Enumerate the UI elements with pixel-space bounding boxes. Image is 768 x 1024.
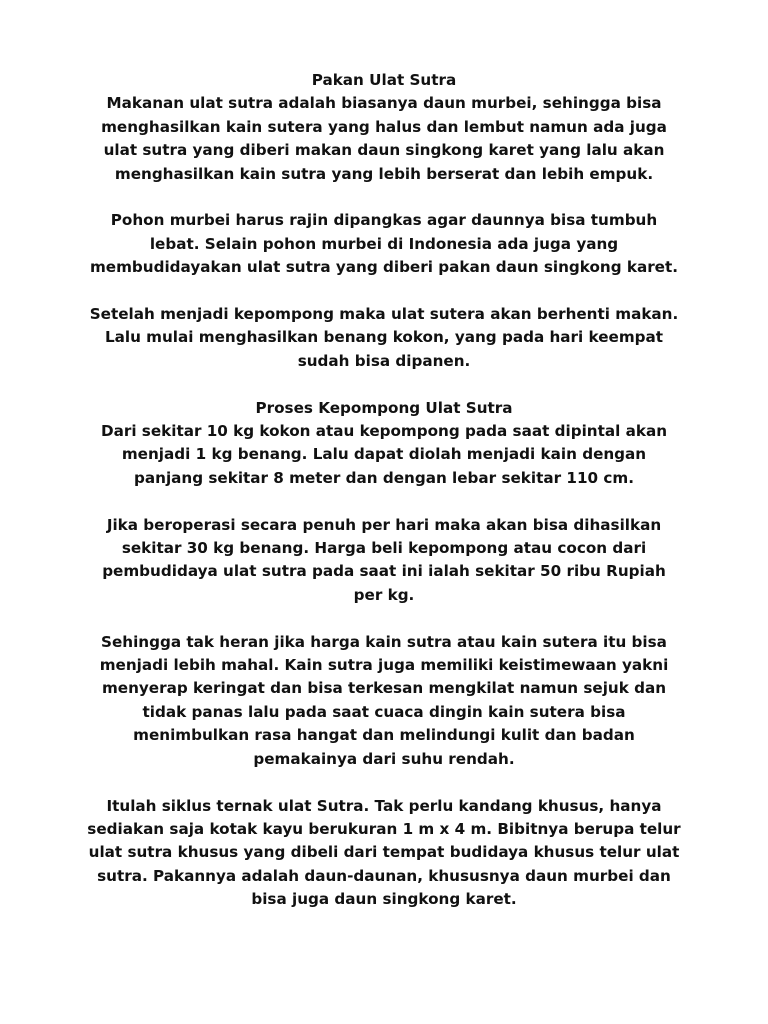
section-pakan-p2 bbox=[86, 209, 682, 279]
paragraph-spacer bbox=[86, 373, 682, 396]
paragraph: Pohon murbei harus rajin dipangkas agar daunnya bisa tumbuh lebat. Selain pohon murbei di Indonesia ada juga yang membudidayakan ulat sutra yang diberi pakan daun singkong karet. bbox=[89, 211, 679, 277]
paragraph: Sehingga tak heran jika harga kain sutra atau kain sutera itu bisa menjadi lebih mahal. Kain sutra juga memiliki keistimewaan yakni menyerap keringat dan bisa terkesan mengkilat namun sejuk dan tidak panas lalu pada saat cuaca dingin kain sutera bisa menimbulkan rasa hangat dan melindungi kulit dan badan pemakainya dari suhu rendah. bbox=[99, 632, 669, 768]
paragraph: Makanan ulat sutra adalah biasanya daun murbei, sehingga bisa menghasilkan kain sutera yang halus dan lembut namun ada juga ulat sutra yang diberi makan daun singkong karet yang lalu akan menghasilkan kain sutra yang lebih berserat dan lebih empuk. bbox=[101, 94, 667, 183]
paragraph-spacer bbox=[86, 186, 682, 209]
paragraph: Jika beroperasi secara penuh per hari maka akan bisa dihasilkan sekitar 30 kg benang. Harga beli kepompong atau cocon dari pembudidaya ulat sutra pada saat ini ialah sekitar 50 ribu Rupiah per kg. bbox=[102, 515, 666, 604]
paragraph-spacer bbox=[86, 607, 682, 630]
section-heading-pakan: Pakan Ulat Sutra bbox=[311, 71, 457, 89]
paragraph-spacer bbox=[86, 280, 682, 303]
document-body bbox=[86, 69, 682, 912]
section-pakan-p3 bbox=[86, 303, 682, 373]
section-proses-p3 bbox=[86, 631, 682, 771]
paragraph: Itulah siklus ternak ulat Sutra. Tak perlu kandang khusus, hanya sediakan saja kotak kayu berukuran 1 m x 4 m. Bibitnya berupa telur ulat sutra khusus yang dibeli dari tempat budidaya khusus telur ulat sutra. Pakannya adalah daun-daunan, khususnya daun murbei dan bisa juga daun singkong karet. bbox=[87, 796, 681, 909]
paragraph: Dari sekitar 10 kg kokon atau kepompong pada saat dipintal akan menjadi 1 kg benang. Lalu dapat diolah menjadi kain dengan panjang sekitar 8 meter dan dengan lebar sekitar 110 cm. bbox=[100, 422, 668, 487]
paragraph-spacer bbox=[86, 771, 682, 794]
section-proses-p4 bbox=[86, 795, 682, 912]
section-proses bbox=[86, 397, 682, 491]
section-heading-proses: Proses Kepompong Ulat Sutra bbox=[255, 398, 513, 417]
paragraph-spacer bbox=[86, 490, 682, 513]
section-pakan bbox=[86, 69, 682, 186]
section-proses-p2 bbox=[86, 514, 682, 608]
paragraph: Setelah menjadi kepompong maka ulat sutera akan berhenti makan. Lalu mulai menghasilkan benang kokon, yang pada hari keempat sudah bisa dipanen. bbox=[89, 305, 679, 370]
